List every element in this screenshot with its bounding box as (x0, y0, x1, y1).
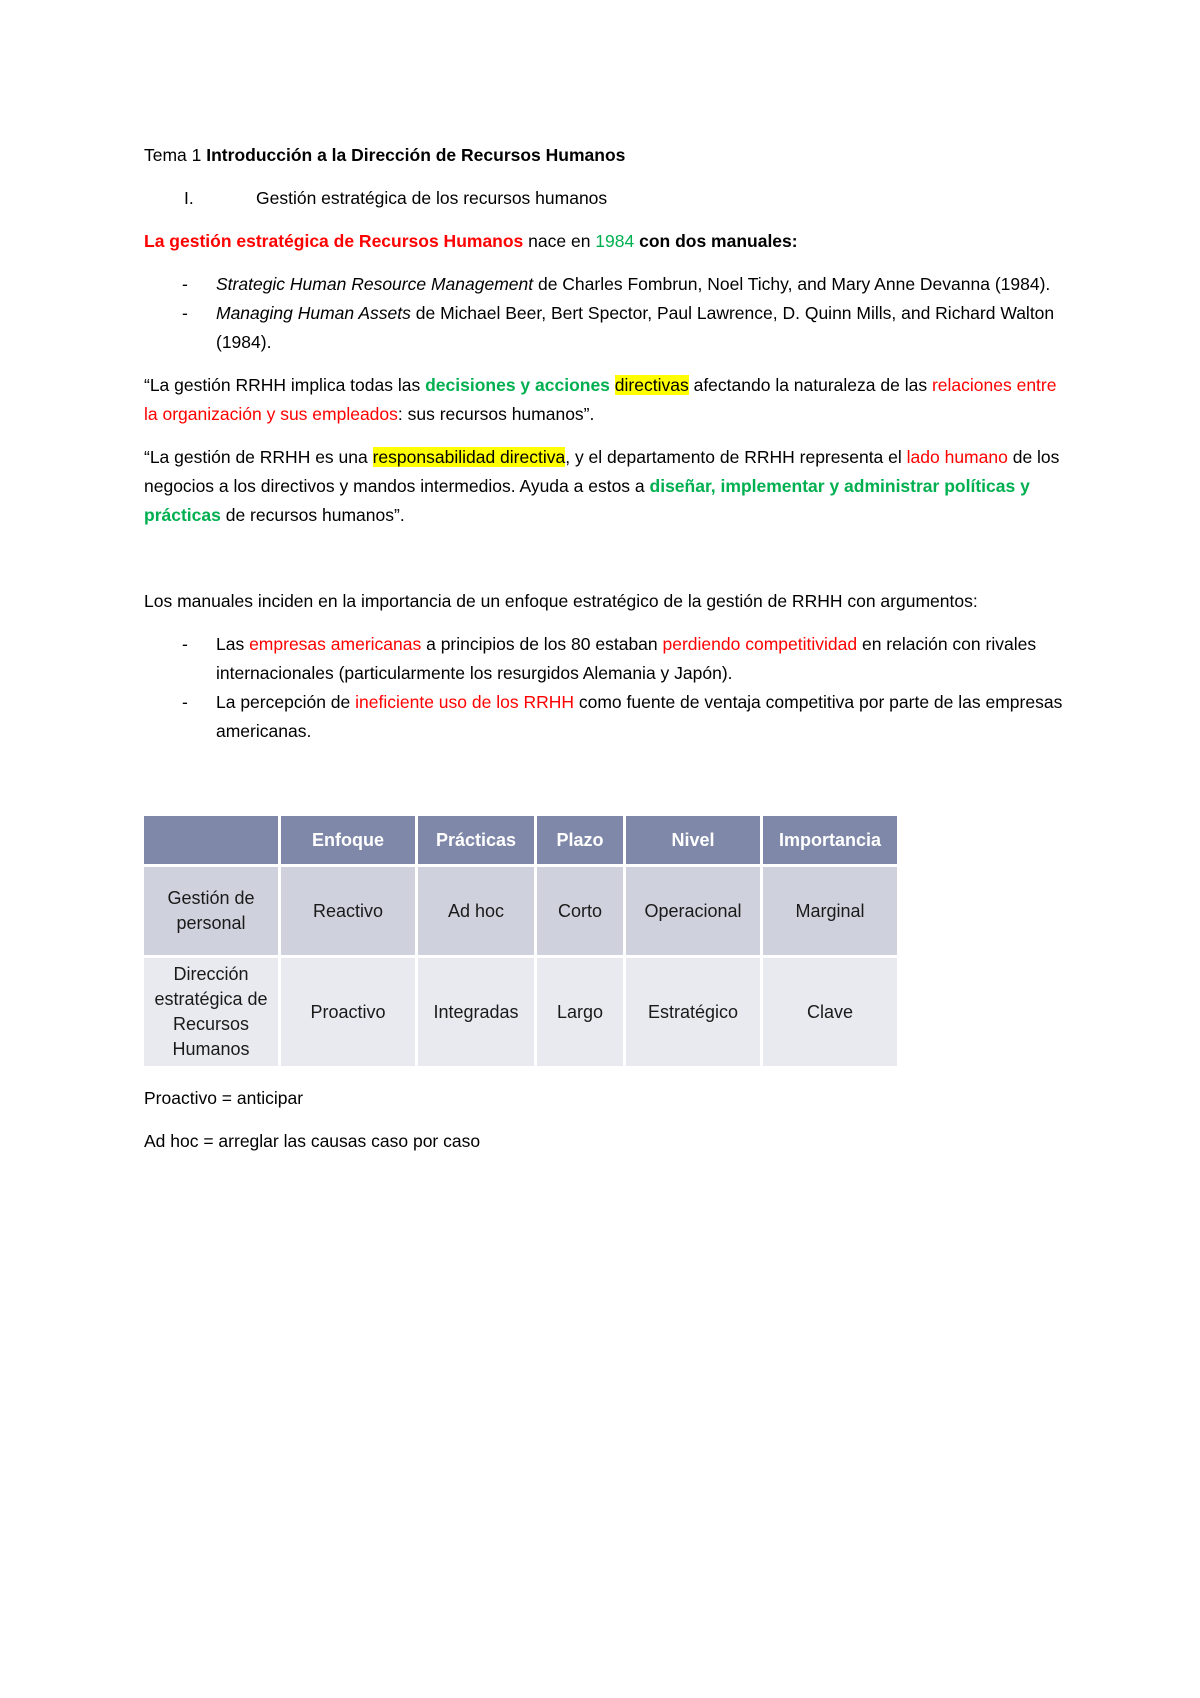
list-item: - Strategic Human Resource Management de Charles Fombrun, Noel Tichy, and Mary Anne Devanna (1984). (182, 274, 1051, 294)
list-item: - Managing Human Assets de Michael Beer, Bert Spector, Paul Lawrence, D. Quinn Mills, and Richard Walton (1984). (182, 303, 1055, 352)
definition-proactivo: Proactivo = anticipar (144, 1088, 304, 1108)
list-item: - Las empresas americanas a principios de los 80 estaban perdiendo competitividad en relación con rivales internacionales (particularmente los resurgidos Alemania y Japón). (182, 634, 1037, 683)
comparison-table (141, 816, 900, 1066)
quote-paragraph-2: “La gestión de RRHH es una responsabilidad directiva, y el departamento de RRHH representa el lado humano de los negocios a los directivos y mandos intermedios. Ayuda a estos a diseñar, implementar y administrar políticas y prácticas de recursos humanos”. (144, 447, 1060, 525)
intro-paragraph: La gestión estratégica de Recursos Humanos nace en 1984 con dos manuales: (144, 231, 798, 251)
list-item: - La percepción de ineficiente uso de los RRHH como fuente de ventaja competitiva por parte de las empresas americanas. (182, 692, 1063, 741)
quote-paragraph-1: “La gestión RRHH implica todas las decisiones y acciones directivas afectando la naturaleza de las relaciones entre la organización y sus empleados: sus recursos humanos”. (144, 375, 1057, 424)
table-header-row: Enfoque Prácticas Plazo Nivel Importancia (144, 816, 897, 867)
manuals-list (144, 270, 1074, 357)
manuals-paragraph: Los manuales inciden en la importancia de un enfoque estratégico de la gestión de RRHH con argumentos: (144, 591, 978, 611)
table-row: Dirección estratégica de Recursos Humanos Proactivo Integradas Largo Estratégico Clave (144, 958, 897, 1066)
document-page (144, 141, 1074, 1170)
arguments-list (144, 630, 1074, 746)
page-title: Tema 1 Introducción a la Dirección de Recursos Humanos (144, 145, 626, 165)
table-row: Gestión de personal Reactivo Ad hoc Corto Operacional Marginal (144, 867, 897, 958)
section-heading: I. Gestión estratégica de los recursos humanos (184, 188, 608, 208)
definition-ad-hoc: Ad hoc = arreglar las causas caso por caso (144, 1131, 481, 1151)
